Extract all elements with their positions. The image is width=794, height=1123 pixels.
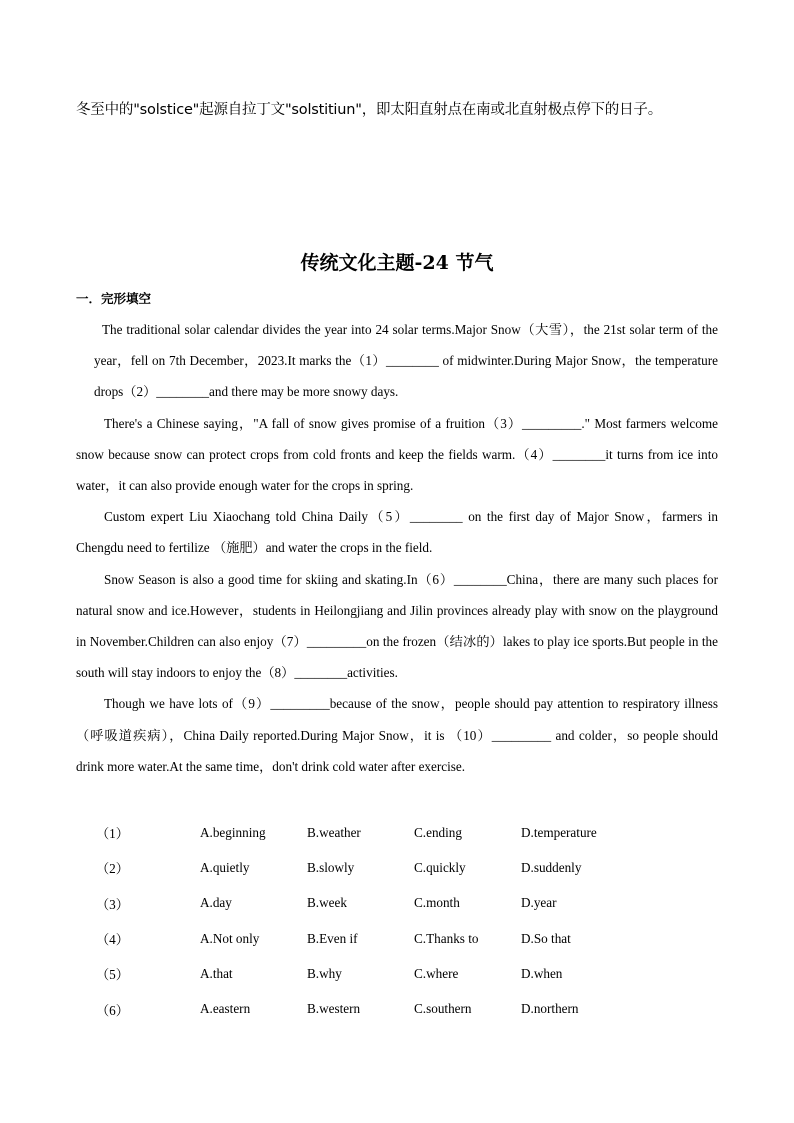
paragraph-1: The traditional solar calendar divides the year into 24 solar terms.Major Snow（大雪），the 21st solar term of the year，fell on 7th December，2023.It marks the（1）________ of midwinter.During Major Snow，the temperature drops（2）________and there may be more snowy days. [94, 322, 718, 400]
option-d: D.when [521, 965, 563, 981]
question-number: （2） [96, 861, 129, 877]
option-a: A.quietly [200, 859, 250, 875]
page-title: 传统文化主题-24 节气 [300, 252, 494, 274]
option-b: B.slowly [307, 859, 355, 875]
option-row [96, 921, 628, 956]
option-c: C.southern [414, 1001, 472, 1017]
option-a: A.Not only [200, 930, 260, 946]
option-d: D.So that [521, 930, 571, 946]
question-number: （5） [96, 967, 129, 983]
section-heading: 一．完形填空 [76, 291, 152, 306]
question-number: （3） [96, 896, 129, 912]
option-row [96, 815, 628, 850]
option-d: D.year [521, 895, 557, 911]
question-number: （6） [96, 1002, 129, 1018]
option-b: B.why [307, 965, 342, 981]
cloze-passage [76, 314, 718, 782]
paragraph-2: There's a Chinese saying，"A fall of snow gives promise of a fruition（3）_________." Most farmers welcome snow because snow can protect crops from cold fronts and keep the fields warm.（4）________it turns from ice into water，it can also provide enough water for the crops in spring. [76, 415, 718, 494]
intro-text: 冬至中的"solstice"起源自拉丁文"solstitiun"，即太阳直射点在南或北直射极点停下的日子。 [76, 102, 663, 118]
option-d: D.northern [521, 1001, 579, 1017]
option-c: C.ending [414, 824, 462, 840]
option-b: B.weather [307, 824, 361, 840]
paragraph-5: Though we have lots of（9）_________because of the snow，people should pay attention to respiratory illness（呼吸道疾病），China Daily reported.During Major Snow，it is （10）_________ and colder，so people should drink more water.At the same time，don't drink cold water after exercise. [76, 696, 718, 774]
option-row [96, 886, 628, 921]
paragraph-4: Snow Season is also a good time for skiing and skating.In（6）________China，there are many such places for natural snow and ice.However，students in Heilongjiang and Jilin provinces already play with snow on the playground in November.Children can also enjoy（7）_________on the frozen（结冰的）lakes to play ice sports.But people in the south will stay indoors to enjoy the（8）________activities. [76, 571, 718, 681]
paragraph-3: Custom expert Liu Xiaochang told China Daily（5）________ on the first day of Major Snow，farmers in Chengdu need to fertilize （施肥）and water the crops in the field. [76, 509, 718, 556]
option-c: C.month [414, 895, 460, 911]
option-a: A.beginning [200, 824, 266, 840]
option-d: D.temperature [521, 824, 597, 840]
option-c: C.where [414, 965, 459, 981]
option-b: B.week [307, 895, 347, 911]
option-d: D.suddenly [521, 859, 582, 875]
option-row [96, 850, 628, 885]
option-a: A.that [200, 965, 233, 981]
option-row [96, 956, 628, 991]
option-b: B.western [307, 1001, 361, 1017]
question-number: （1） [96, 826, 129, 842]
option-c: C.Thanks to [414, 930, 479, 946]
option-row [96, 991, 628, 1026]
question-number: （4） [96, 932, 129, 948]
options-table [96, 815, 628, 1027]
option-c: C.quickly [414, 859, 466, 875]
option-b: B.Even if [307, 930, 358, 946]
option-a: A.eastern [200, 1001, 251, 1017]
option-a: A.day [200, 895, 232, 911]
